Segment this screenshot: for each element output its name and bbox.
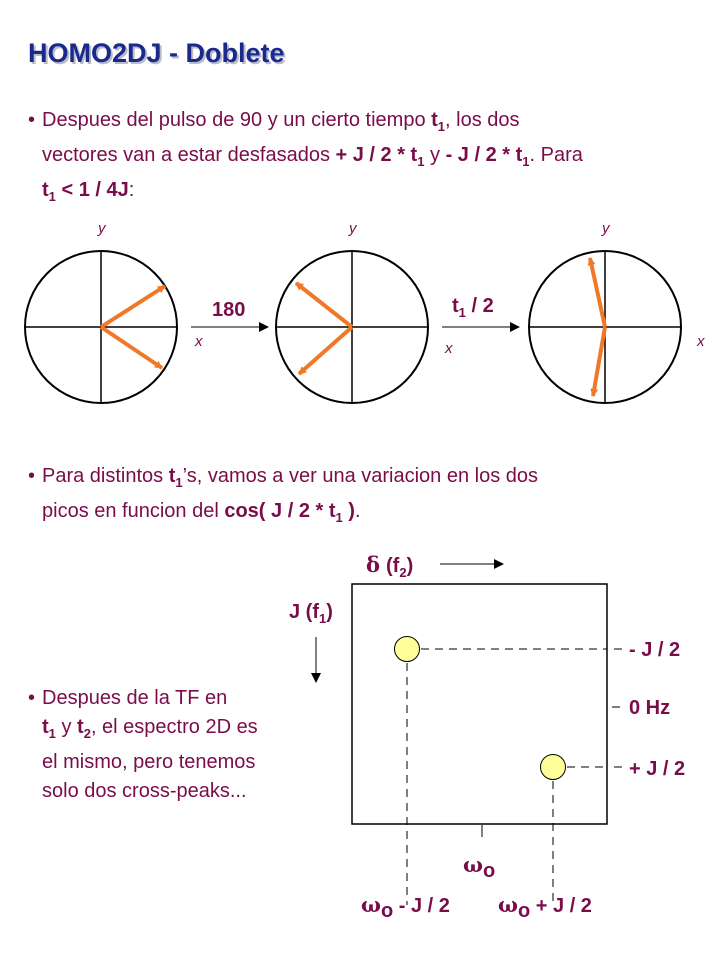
text-bold: t — [42, 179, 49, 201]
text-bold: < 1 / 4J — [55, 179, 129, 201]
f1-axis-label: J $(f_1)$ — [289, 601, 333, 626]
subscript: 2 — [83, 726, 91, 741]
subscript: 1 — [48, 189, 56, 204]
text: , los dos — [445, 109, 520, 131]
spectrum-frame — [352, 584, 607, 824]
text: , el espectro 2D es — [90, 716, 258, 738]
vector-arrow — [101, 286, 165, 327]
vector-diagram-initial — [25, 220, 203, 403]
text: vectores van a estar desfasados — [42, 144, 336, 166]
page-title: HOMO2DJ - Doblete — [28, 38, 285, 68]
subscript: 1 — [335, 510, 343, 525]
subscript: 1 — [175, 475, 183, 490]
text-bold: - J / 2 * t — [445, 144, 523, 166]
x-label-left: ωo - J / 2 — [361, 892, 450, 922]
text: picos en funcion del — [42, 500, 225, 522]
text: y — [424, 144, 446, 166]
step-arrow-t1-half — [442, 295, 519, 327]
omega-o-label: ωo — [463, 852, 496, 882]
text: Para distintos — [42, 465, 169, 487]
bullet: • — [28, 465, 36, 487]
subscript: 1 — [522, 154, 530, 169]
subscript: 1 — [417, 154, 425, 169]
text: : — [128, 179, 135, 201]
spectrum-2d — [289, 552, 685, 922]
bullet: • — [28, 109, 36, 131]
step-arrow-180 — [191, 299, 268, 327]
axis-y-label: y — [98, 220, 106, 237]
text-bold: ) — [342, 500, 355, 522]
text: . Para — [529, 144, 583, 166]
axis-y-label: y — [602, 220, 610, 237]
text: y — [55, 716, 78, 738]
text: Despues del pulso de 90 y un cierto tiempo — [42, 109, 432, 131]
axis-x-label: x — [697, 333, 705, 350]
tick-label-plus-j2: + J / 2 — [629, 758, 686, 780]
text-bold: + J / 2 * t — [335, 144, 418, 166]
cross-peak-bottom-right — [541, 755, 566, 780]
text: el mismo, pero tenemos — [42, 751, 256, 773]
text: . — [354, 500, 361, 522]
text: solo dos cross-peaks... — [42, 780, 247, 802]
axis-x-label: x — [445, 340, 453, 357]
text: Despues de la TF en — [42, 687, 228, 709]
step-label-t1-half: $t_1 / 2$ — [452, 295, 494, 320]
vector-arrow — [590, 258, 605, 327]
vector-arrow — [593, 327, 605, 396]
text-bold: t — [77, 716, 84, 738]
step-label-180: 180 — [212, 299, 246, 321]
f2-axis-greek: δ — [366, 552, 381, 577]
tick-label-minus-j2: - J / 2 — [629, 639, 681, 661]
vector-diagram-refocused — [529, 220, 705, 403]
x-label-right: ωo + J / 2 — [498, 892, 592, 922]
axis-x-label: x — [195, 333, 203, 350]
vector-arrow — [299, 327, 352, 374]
vector-arrow — [101, 327, 162, 368]
subscript: 1 — [48, 726, 56, 741]
text-bold: t — [42, 716, 49, 738]
axis-y-label: y — [349, 220, 357, 237]
text: ’s, vamos a ver una variacion en los dos — [182, 465, 539, 487]
bullet: • — [28, 687, 36, 709]
vector-diagram-after-180 — [276, 220, 453, 403]
text-bold: t — [168, 465, 176, 487]
text-bold: t — [431, 109, 438, 131]
cross-peak-top-left — [395, 637, 420, 662]
text-bold: cos( J / 2 * t — [224, 500, 336, 522]
f2-axis-label: $(f_2)$ — [386, 555, 414, 580]
vector-arrow — [296, 283, 352, 327]
tick-label-zero: 0 Hz — [629, 697, 671, 719]
subscript: 1 — [437, 119, 446, 134]
